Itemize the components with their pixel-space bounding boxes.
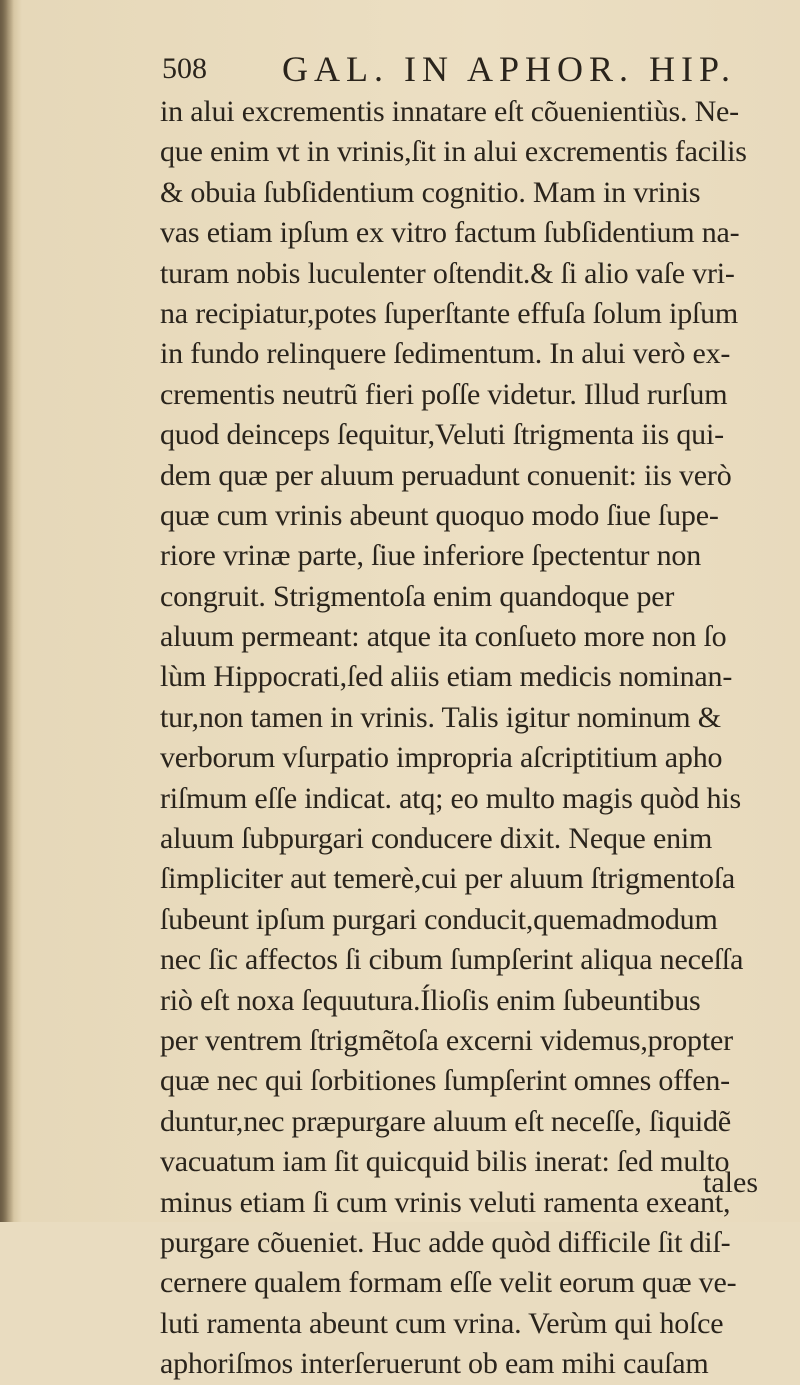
text-line: lùm Hippocrati,ſed aliis etiam medicis nominan- [160,660,733,694]
text-line: na recipiatur,potes ſuperſtante effuſa ſolum ipſum [160,296,739,330]
text-line: turam nobis luculenter oſtendit.& ſi alio vaſe vri- [160,256,735,290]
running-head: GAL. IN APHOR. HIP. [282,49,737,89]
text-line: que enim vt in vrinis,ſit in alui excrementis facilis [160,135,747,169]
text-line: minus etiam ſi cum vrinis veluti ramenta exeant, [160,1185,731,1219]
catchword: tales [703,1166,758,1199]
text-line: nec ſic affectos ſi cibum ſumpſerint aliqua neceſſa [160,943,744,977]
page-header [162,48,737,89]
text-line: ſubeunt ipſum purgari conducit,quemadmodum [160,902,718,936]
text-line: vacuatum iam ſit quicquid bilis inerat: ſed multo [160,1145,730,1179]
text-line: quæ nec qui ſorbitiones ſumpſerint omnes offen- [160,1064,730,1098]
body-text [160,92,770,1385]
text-line: duntur,nec præpurgare aluum eſt neceſſe, ſiquidẽ [160,1104,731,1138]
text-line: congruit. Strigmentoſa enim quandoque per [160,579,675,613]
text-line: cernere qualem formam eſſe velit eorum quæ ve- [160,1266,737,1300]
text-line: vas etiam ipſum ex vitro factum ſubſidentium na- [160,216,740,250]
text-line: luti ramenta abeunt cum vrina. Verùm qui hoſce [160,1306,724,1340]
text-line: ſimpliciter aut temerè,cui per aluum ſtrigmentoſa [160,862,735,896]
text-line: & obuia ſubſidentium cognitio. Mam in vrinis [160,175,701,209]
text-line: dem quæ per aluum peruadunt conuenit: iis verò [160,458,732,492]
text-line: quæ cum vrinis abeunt quoquo modo ſiue ſupe- [160,498,719,532]
text-line: per ventrem ſtrigmẽtoſa excerni videmus,propter [160,1023,733,1057]
text-line: aluum permeant: atque ita conſueto more non ſo [160,620,727,654]
text-line: crementis neutrũ fieri poſſe videtur. Illud rurſum [160,377,728,411]
text-line: riſmum eſſe indicat. atq; eo multo magis quòd his [160,781,741,815]
text-line: aphoriſmos interſeruerunt ob eam mihi cauſam [160,1347,709,1381]
text-line: quod deinceps ſequitur,Veluti ſtrigmenta iis qui- [160,418,724,452]
text-line: riò eſt noxa ſequutura.Ílioſis enim ſubeuntibus [160,983,701,1017]
gutter-shadow [0,0,14,1222]
page-number: 508 [162,52,207,85]
text-line: in alui excrementis innatare eſt cõuenientiùs. Ne- [160,95,739,128]
text-line: verborum vſurpatio impropria aſcriptitium apho [160,741,723,775]
text-line: in fundo relinquere ſedimentum. In alui verò ex- [160,337,731,371]
text-line: purgare cõueniet. Huc adde quòd difficile ſit diſ- [160,1225,731,1259]
text-line: tur,non tamen in vrinis. Talis igitur nominum & [160,700,721,734]
text-line: riore vrinæ parte, ſiue inferiore ſpectentur non [160,539,702,573]
text-line: aluum ſubpurgari conducere dixit. Neque enim [160,822,713,856]
